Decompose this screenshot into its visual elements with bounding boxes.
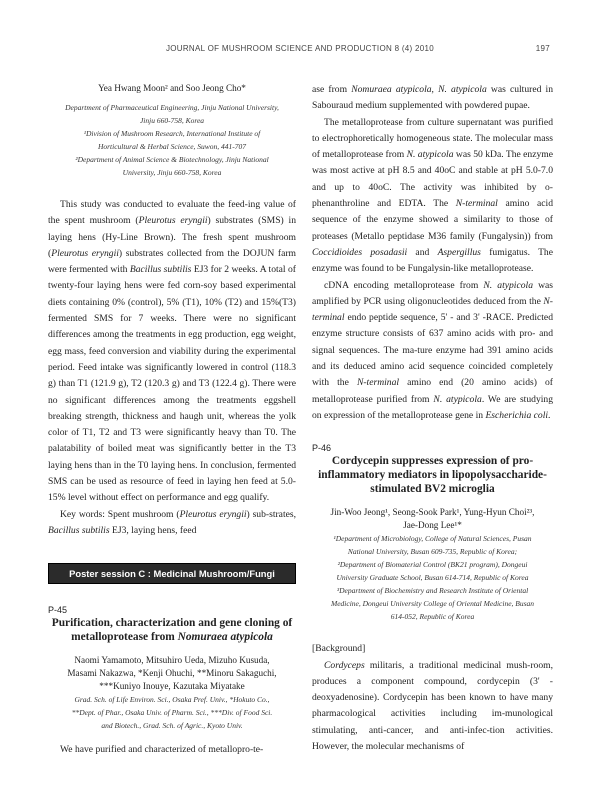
p45-paragraph-3: cDNA encoding metalloprotease from N. atypicola was amplified by PCR using oligonucleotides deduced from the N-terminal endo peptide sequence, 5' - and 3' -RACE. Predicted enzyme structure consists of 637 amino acids with pro- and signal sequences. The ma-ture enzyme had 391 amino acids and its deduced amino acid sequence coincided completely with the N-terminal amino end (20 amino acids) of metalloprotease purified from N. atypicola. We are studying on expression of the metalloprotease gene in Escherichia coli. xyxy=(312,279,554,421)
prev-abstract: This study was conducted to evaluate the feed-ing value of the spent mushroom (Pleurotus eryngii) substrates (SMS) in laying hens (Hy-Line Brown). The fresh spent mushroom (Pleurotus eryngii) substrates collected from the DOJUN farm were fermented with Bacillus subtilis EJ3 for 2 weeks. A total of twenty-four laying hens were fed corn-soy based experimental diets containing 0% (control), 5% (T1), 10% (T2) and 15%(T3) fermented SMS for 7 weeks. There were no significant differences among the treatments in egg production, egg weight, egg mass, feed conversion and viability during the experimental period. Feed intake was significantly lowered in control (118.3 g) than T1 (121.9 g), T2 (120.3 g) and T3 (122.4 g). There were no significant differences among the treatments eggshell breaking strength, thickness and haugh unit, whereas the yolk color of T1, T2 and T3 were significantly heavy than T0. The palatability of boiled meat was significantly better in the T3 laying hens than in the T0 laying hens. In conclusion, fermented SMS can be used as resource of feed in laying hen feed at 5.0-15% level without effect on performance and egg qualify. xyxy=(48,199,297,504)
p45-id: P-45 xyxy=(48,605,68,616)
p45-continuation: ase from Nomuraea atypicola, N. atypicola was cultured in Sabouraud medium supplemented with powdered pupae. xyxy=(312,84,553,112)
session-banner: Poster session C : Medicinal Mushroom/Fungi xyxy=(48,563,296,584)
p45-authors: Naomi Yamamoto, Mitsuhiro Ueda, Mizuho Kusuda, Masami Nakazwa, *Kenji Ohuchi, **Minoru Sakaguchi, ***Kuniyo Inouye, Kazutaka Miyatake xyxy=(67,655,277,692)
p46-title: Cordycepin suppresses expression of pro-inflammatory mediators in lipopolysaccharide-stimulated BV2 microglia xyxy=(318,455,547,496)
p46-background-heading: [Background] xyxy=(312,643,366,655)
p45-affiliations: Grad. Sch. of Life Environ. Sci., Osaka Pref. Univ., *Hokuto Co., **Dept. of Phar., Osaka Univ. of Pharm. Sci., ***Div. of Food Sci. and Biotech., Grad. Sch. of Agric., Kyoto Univ. xyxy=(71,695,273,731)
p45-intro: We have purified and characterized of metallopro-te- xyxy=(60,744,264,756)
prev-keywords: Key words: Spent mushroom (Pleurotus eryngii) sub-strates, Bacillus subtilis EJ3, laying hens, feed xyxy=(48,508,296,536)
prev-authors: Yea Hwang Moon² and Soo Jeong Cho* xyxy=(98,83,246,93)
p46-affiliations: ¹Department of Microbiology, College of Natural Sciences, Pusan National University, Busan 609-735, Republic of Korea; ²Department of Biomaterial Control (BK21 program), Dongeui University Graduate School, Busan 614-714, Republic of Korea ³Department of Biochemistry and Research Institute of Oriental Medicine, Dongeui University College of Oriental Medicine, Busan 614-052, Republic of Korea xyxy=(330,534,535,622)
right-column xyxy=(312,82,553,755)
running-header xyxy=(50,44,550,56)
p46-id: P-46 xyxy=(312,443,332,454)
prev-affiliations: Department of Pharmaceutical Engineering, Jinju National University, Jinju 660-758, Korea ¹Division of Mushroom Research, International Institute of Horticultural & Herbal Science, Suwon, 441-707 ²Department of Animal Science & Biotechnology, Jinju National University, Jinju 660-758, Korea xyxy=(65,103,279,177)
journal-name: JOURNAL OF MUSHROOM SCIENCE AND PRODUCTION 8 (4) 2010 xyxy=(165,44,435,53)
left-column xyxy=(48,82,296,759)
page-number: 197 xyxy=(535,44,550,53)
p46-authors: Jin-Woo Jeong¹, Seong-Sook Park¹, Yung-Hyun Choi²³, Jae-Dong Lee¹* xyxy=(330,507,535,531)
p45-paragraph-2: The metalloprotease from culture supernatant was purified to electrophoretically homogeneous state. The molecular mass of metalloprotease from N. atypicola was 50 kDa. The enzyme was most active at pH 8.5 and 40oC and stable at pH 5.0-7.0 and up to 40oC. The activity was inhibited by o-phenanthroline and EDTA. The N-terminal amino acid sequence of the enzyme showed a similarity to those of proteases (Metallo peptidase M36 family (Fungalysin)) from Coccidioides posadasii and Aspergillus fumigatus. The enzyme was found to be Fungalysin-like metalloprotease. xyxy=(312,116,553,275)
p46-background-text: Cordyceps militaris, a traditional medicinal mush-room, produces a component compound, cordycepin (3' -deoxyadenosine). Cordycepin has been known to have many pharmacological activities including im-munological stimulating, anti-cancer, and anti-infec-tion activities. However, the molecular mechanisms of xyxy=(312,659,553,753)
p45-title: Purification, characterization and gene cloning of metalloprotease from Nomuraea atypicola xyxy=(51,617,293,644)
